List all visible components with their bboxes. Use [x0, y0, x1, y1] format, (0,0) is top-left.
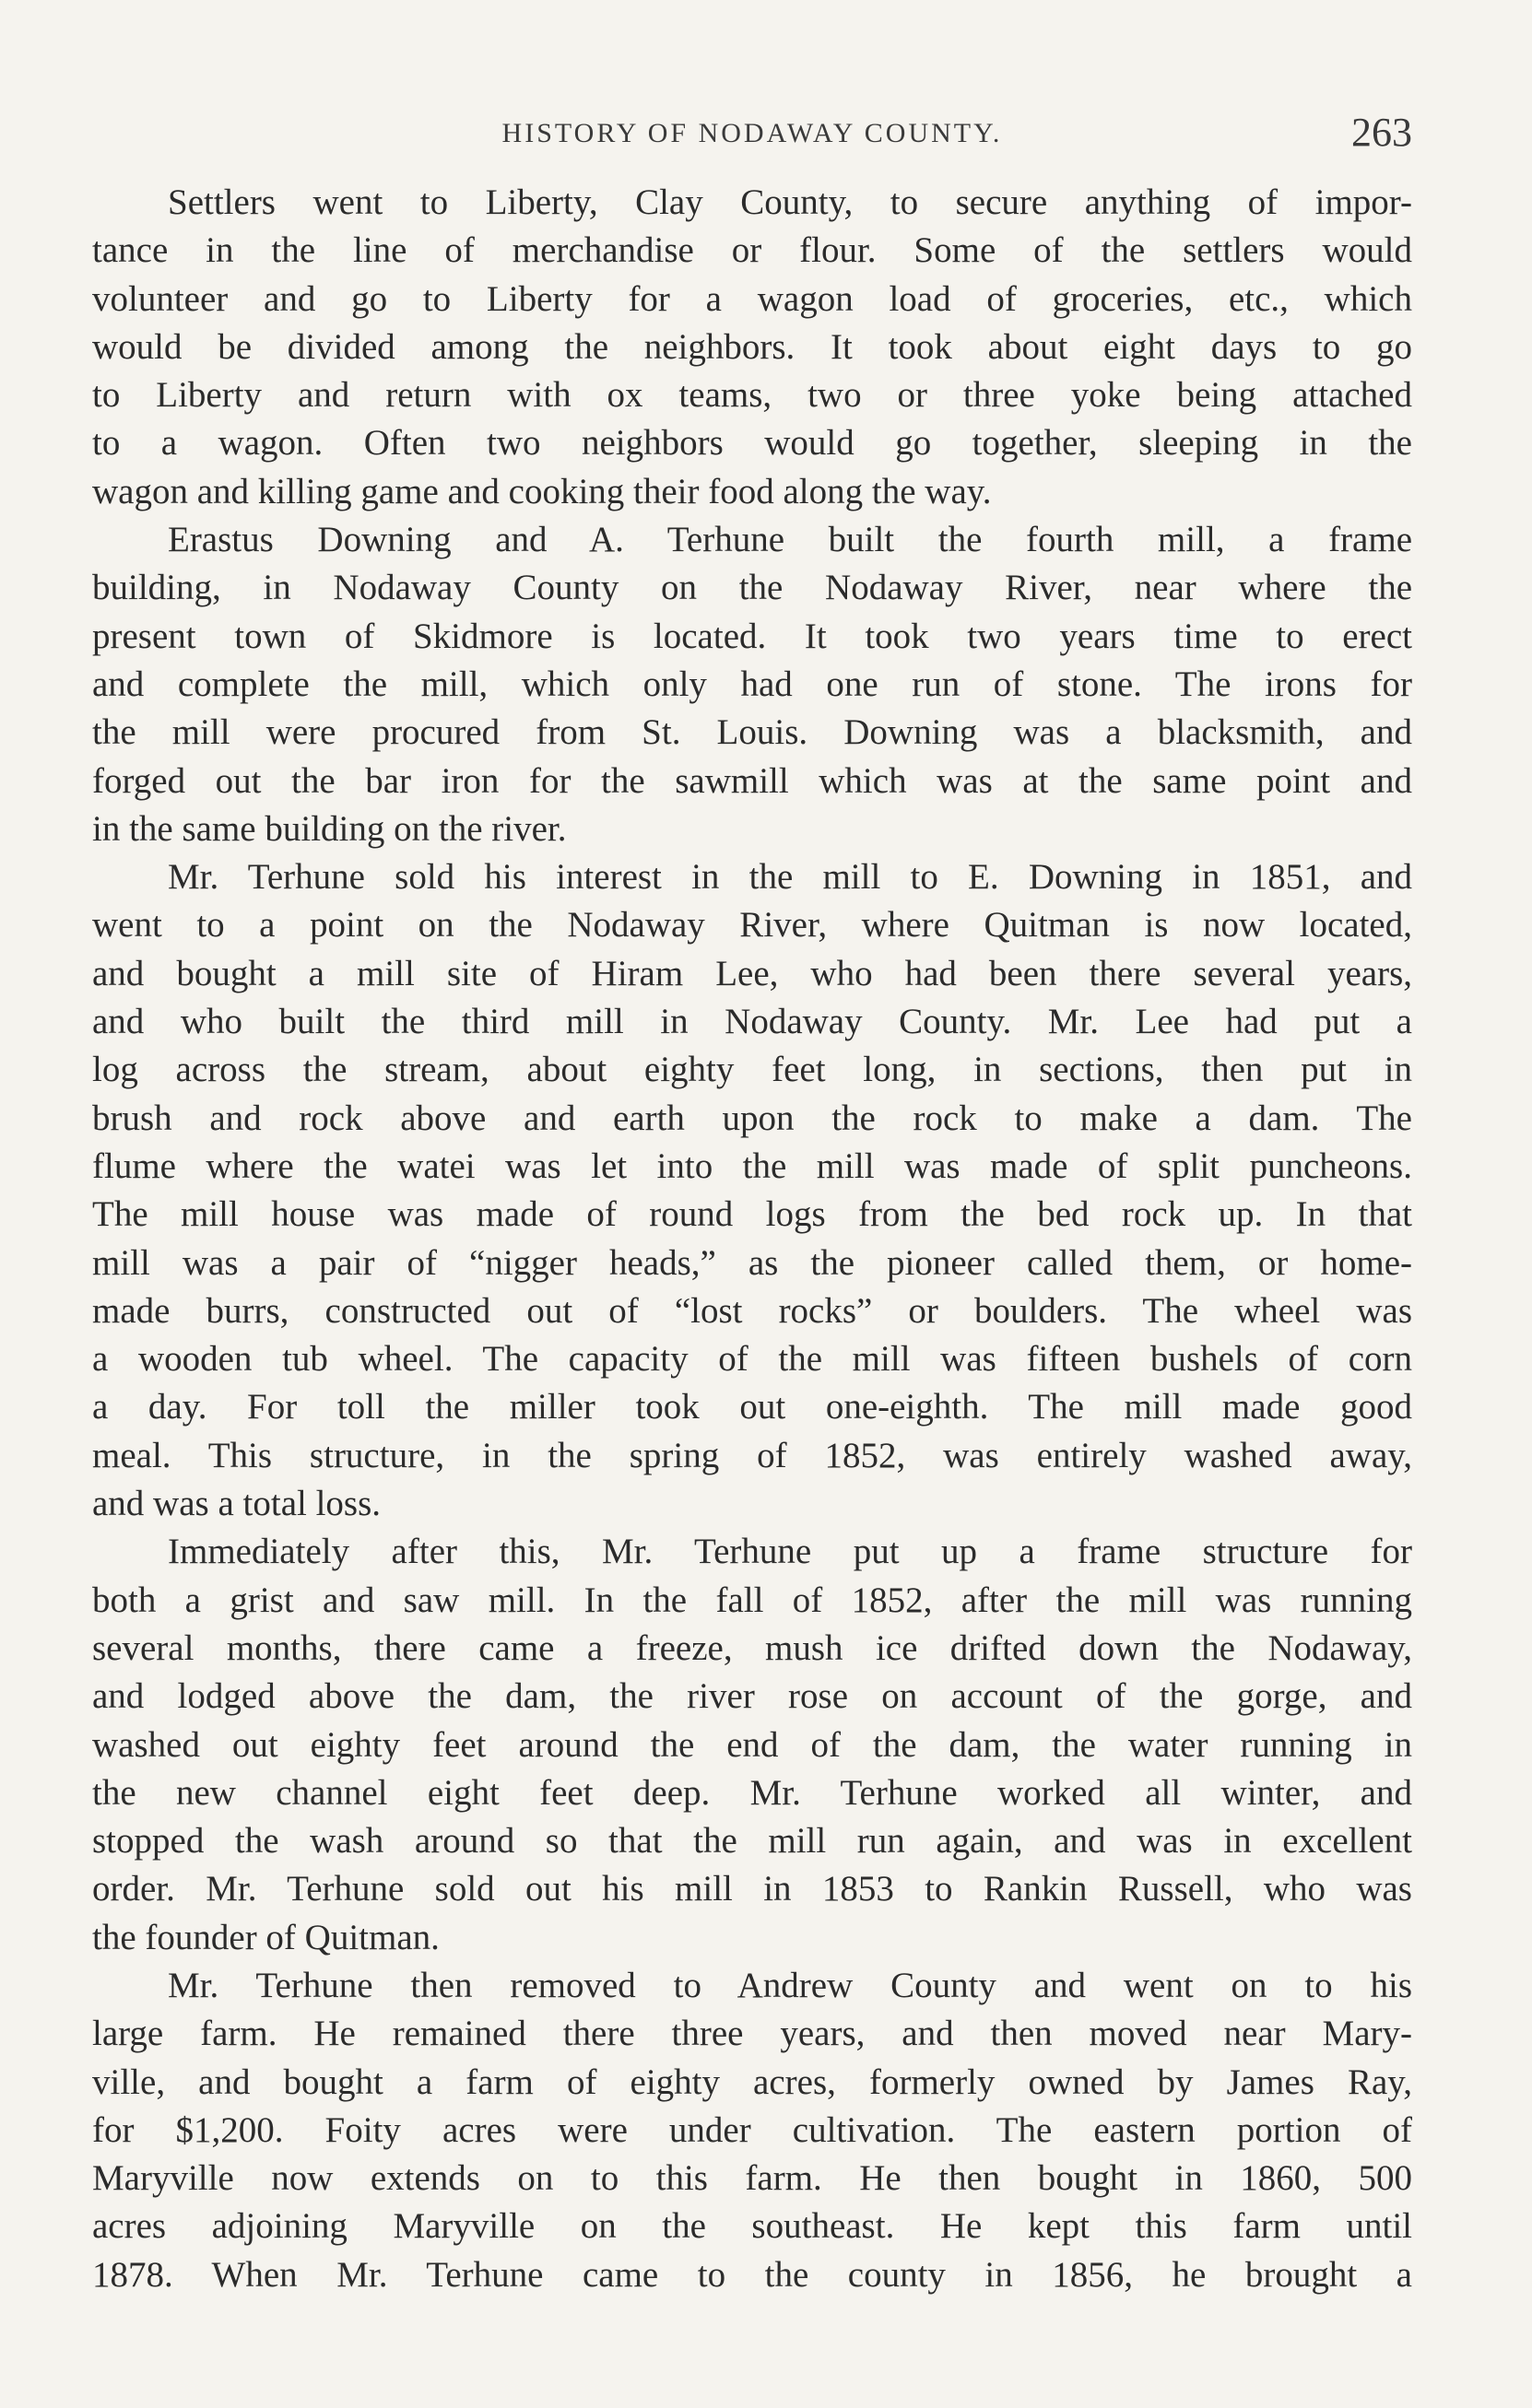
- text-line: ville, and bought a farm of eighty acres, formerly owned by James Ray,: [92, 2061, 1412, 2102]
- text-line: the new channel eight feet deep. Mr. Terhune worked all winter, and: [92, 1772, 1412, 1813]
- text-line: and who built the third mill in Nodaway County. Mr. Lee had put a: [92, 1002, 1412, 1042]
- text-line: tance in the line of merchandise or flour. Some of the settlers would: [92, 230, 1412, 271]
- text-line: would be divided among the neighbors. It took about eight days to go: [92, 326, 1412, 367]
- text-line: meal. This structure, in the spring of 1852, was entirely washed away,: [92, 1435, 1412, 1475]
- text-line: volunteer and go to Liberty for a wagon load of groceries, etc., which: [92, 278, 1412, 319]
- text-line: a wooden tub wheel. The capacity of the mill was fifteen bushels of corn: [92, 1339, 1412, 1380]
- running-header: [92, 109, 1412, 164]
- text-line: made burrs, constructed out of “lost rocks” or boulders. The wheel was: [92, 1290, 1412, 1331]
- text-line: flume where the watei was let into the mill was made of split puncheons.: [92, 1145, 1412, 1186]
- text-line: to Liberty and return with ox teams, two or three yoke being attached: [92, 375, 1412, 416]
- text-line: and bought a mill site of Hiram Lee, who had been there several years,: [92, 953, 1412, 993]
- text-line: Erastus Downing and A. Terhune built the fourth mill, a frame: [168, 520, 1412, 560]
- text-line: acres adjoining Maryville on the southeast. He kept this farm until: [92, 2206, 1412, 2247]
- text-line: stopped the wash around so that the mill run again, and was in excellent: [92, 1821, 1412, 1862]
- body-text: [92, 179, 1412, 2299]
- text-line: Mr. Terhune then removed to Andrew County and went on to his: [168, 1965, 1412, 2005]
- text-line: a day. For toll the miller took out one-eighth. The mill made good: [92, 1387, 1412, 1427]
- text-line: washed out eighty feet around the end of the dam, the water running in: [92, 1724, 1412, 1765]
- text-line: to a wagon. Often two neighbors would go together, sleeping in the: [92, 423, 1412, 464]
- text-line: wagon and killing game and cooking their food along the way.: [92, 471, 992, 511]
- text-line: several months, there came a freeze, mush ice drifted down the Nodaway,: [92, 1627, 1412, 1668]
- text-line: went to a point on the Nodaway River, where Quitman is now located,: [92, 905, 1412, 946]
- text-line: The mill house was made of round logs from the bed rock up. In that: [92, 1194, 1412, 1235]
- page-number: 263: [1351, 110, 1412, 155]
- text-line: Maryville now extends on to this farm. He then bought in 1860, 500: [92, 2158, 1412, 2199]
- text-line: log across the stream, about eighty feet long, in sections, then put in: [92, 1050, 1412, 1090]
- text-line: and lodged above the dam, the river rose on account of the gorge, and: [92, 1676, 1412, 1717]
- text-line: for $1,200. Foity acres were under cultivation. The eastern portion of: [92, 2109, 1412, 2150]
- text-line: Settlers went to Liberty, Clay County, to secure anything of impor-: [168, 182, 1412, 222]
- running-title: HISTORY OF NODAWAY COUNTY.: [501, 118, 1003, 148]
- text-line: and complete the mill, which only had one run of stone. The irons for: [92, 664, 1412, 704]
- text-line: the founder of Quitman.: [92, 1917, 440, 1957]
- text-line: both a grist and saw mill. In the fall of 1852, after the mill was running: [92, 1580, 1412, 1620]
- text-line: present town of Skidmore is located. It took two years time to erect: [92, 616, 1412, 656]
- text-line: and was a total loss.: [92, 1484, 382, 1524]
- text-line: 1878. When Mr. Terhune came to the county in 1856, he brought a: [92, 2254, 1412, 2295]
- text-line: large farm. He remained there three years, and then moved near Mary-: [92, 2014, 1412, 2054]
- text-line: the mill were procured from St. Louis. Downing was a blacksmith, and: [92, 712, 1412, 753]
- text-line: Immediately after this, Mr. Terhune put up a frame structure for: [168, 1532, 1412, 1572]
- text-line: building, in Nodaway County on the Nodaway River, near where the: [92, 568, 1412, 608]
- text-line: mill was a pair of “nigger heads,” as the pioneer called them, or home-: [92, 1242, 1412, 1283]
- text-line: in the same building on the river.: [92, 808, 567, 849]
- text-line: Mr. Terhune sold his interest in the mill to E. Downing in 1851, and: [168, 857, 1412, 898]
- text-line: brush and rock above and earth upon the rock to make a dam. The: [92, 1098, 1412, 1138]
- text-line: order. Mr. Terhune sold out his mill in 1853 to Rankin Russell, who was: [92, 1869, 1412, 1909]
- text-line: forged out the bar iron for the sawmill which was at the same point and: [92, 760, 1412, 801]
